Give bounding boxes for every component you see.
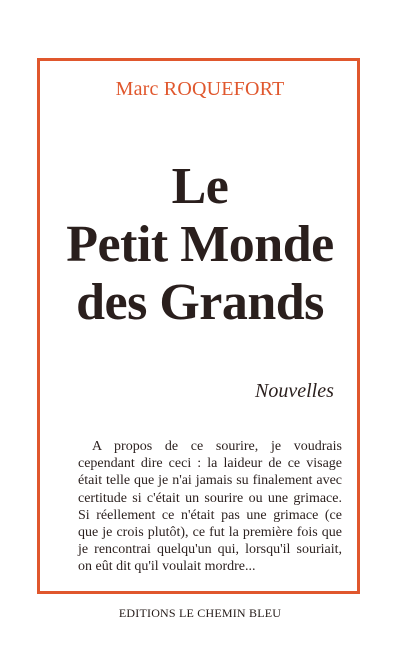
author-name: Marc ROQUEFORT [115, 78, 285, 100]
title-line-2: Petit Monde [66, 216, 334, 273]
title-line-3: des Grands [76, 274, 324, 331]
genre-subtitle: Nouvelles [255, 380, 334, 402]
book-title [0, 158, 400, 332]
title-line-1: Le [171, 158, 229, 215]
excerpt-paragraph: A propos de ce sourire, je voudrais cependant dire ceci : la laideur de ce visage était telle que je n'ai jamais su finalement avec certitude si c'était un sourire ou une grimace. Si réellement ce n'était pas une grimace (ce que je crois plutôt), ce fut la première fois que je rencontrai quelqu'un qui, lorsqu'il souriait, on eût dit qu'il voulait mordre... [78, 439, 342, 575]
publisher-name: EDITIONS LE CHEMIN BLEU [118, 606, 282, 620]
